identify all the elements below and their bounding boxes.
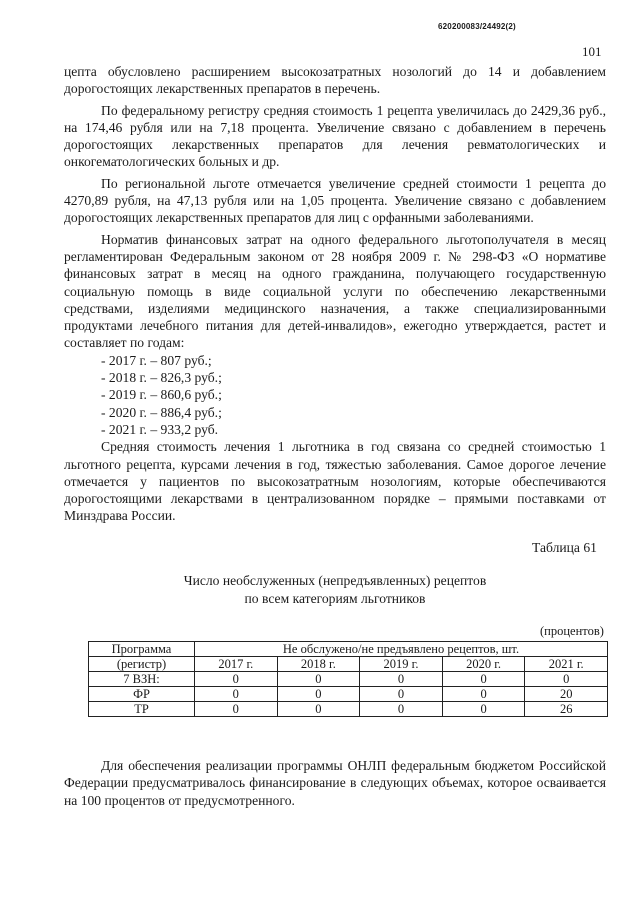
list-item: - 2018 г. – 826,3 руб.;	[101, 370, 222, 386]
cell-program: ФР	[89, 687, 195, 702]
paragraph: Для обеспечения реализации программы ОНЛП федеральным бюджетом Российской Федерации предусматривалось финансирование в следующих объемах, которое осваивается на 100 процентов от предусмотренного.	[64, 758, 606, 808]
data-table	[88, 641, 608, 717]
closing-section	[64, 757, 606, 813]
header-year: 2018 г.	[277, 657, 360, 672]
cell-value: 0	[195, 672, 278, 687]
document-id: 620200083/24492(2)	[438, 22, 516, 31]
header-program: Программа	[89, 642, 195, 657]
table-row	[89, 702, 608, 717]
cell-value: 0	[360, 702, 443, 717]
year-list	[101, 352, 606, 438]
table-title-line: Число необслуженных (непредъявленных) рецептов	[183, 573, 487, 588]
cell-value: 0	[525, 672, 608, 687]
cell-value: 26	[525, 702, 608, 717]
cell-value: 0	[277, 687, 360, 702]
list-item: - 2017 г. – 807 руб.;	[101, 352, 212, 368]
table-title-line: по всем категориям льготников	[244, 590, 426, 606]
header-year: 2017 г.	[195, 657, 278, 672]
header-year: 2019 г.	[360, 657, 443, 672]
page-number: 101	[582, 44, 602, 59]
table-header-row	[89, 642, 608, 657]
list-item: - 2021 г. – 933,2 руб.	[101, 421, 219, 437]
cell-program: ТР	[89, 702, 195, 717]
cell-value: 0	[277, 672, 360, 687]
table-row	[89, 687, 608, 702]
cell-value: 0	[442, 687, 525, 702]
paragraph: По федеральному регистру средняя стоимость 1 рецепта увеличилась до 2429,36 руб., на 174,46 рубля или на 7,18 процента. Увеличение связано с добавлением в перечень дорогостоящих лекарственных препаратов для лечения ревматологических и онкогематологических больных и др.	[64, 102, 606, 170]
cell-value: 0	[195, 687, 278, 702]
cell-value: 0	[442, 702, 525, 717]
list-item: - 2020 г. – 886,4 руб.;	[101, 404, 222, 420]
cell-value: 0	[442, 672, 525, 687]
table-row	[89, 672, 608, 687]
table-header-row	[89, 657, 608, 672]
cell-value: 20	[525, 687, 608, 702]
body-text	[64, 63, 606, 529]
table-units: (процентов)	[540, 624, 604, 638]
table-number: Таблица 61	[532, 540, 597, 555]
header-year: 2020 г.	[442, 657, 525, 672]
cell-value: 0	[277, 702, 360, 717]
cell-value: 0	[360, 687, 443, 702]
cell-value: 0	[195, 702, 278, 717]
paragraph: Норматив финансовых затрат на одного федерального льготополучателя в месяц регламентирован Федеральным законом от 28 ноября 2009 г. № 298-ФЗ «О нормативе финансовых затрат в месяц на одного гражданина, получающего государственную социальную помощь в виде социальной услуги по обеспечению лекарственными средствами, изделиями медицинского назначения, а также специализированными продуктами лечебного питания для детей-инвалидов», ежегодно утверждается, растет и составляет по годам:	[64, 231, 606, 351]
list-item: - 2019 г. – 860,6 руб.;	[101, 387, 222, 403]
cell-value: 0	[360, 672, 443, 687]
paragraph: Средняя стоимость лечения 1 льготника в год связана со средней стоимостью 1 льготного рецепта, курсами лечения в год, тяжестью заболевания. Самое дорогое лечение отмечается у пациентов по высокозатратным нозологиям, которые обеспечиваются дорогостоящими лекарствами в централизованном порядке – прямыми поставками от Минздрава России.	[64, 439, 606, 524]
paragraph: По региональной льготе отмечается увеличение средней стоимости 1 рецепта до 4270,89 рубля, на 47,13 рубля или на 1,05 процента. Увеличение связано с добавлением дорогостоящих лекарственных препаратов для лиц с орфанными заболеваниями.	[64, 175, 606, 226]
header-year: 2021 г.	[525, 657, 608, 672]
header-program-sub: (регистр)	[89, 657, 195, 672]
table-title	[64, 572, 606, 607]
cell-program: 7 ВЗН:	[89, 672, 195, 687]
header-group: Не обслужено/не предъявлено рецептов, шт.	[195, 642, 608, 657]
paragraph: цепта обусловлено расширением высокозатратных нозологий до 14 и добавлением дорогостоящих лекарственных препаратов в перечень.	[64, 64, 606, 97]
